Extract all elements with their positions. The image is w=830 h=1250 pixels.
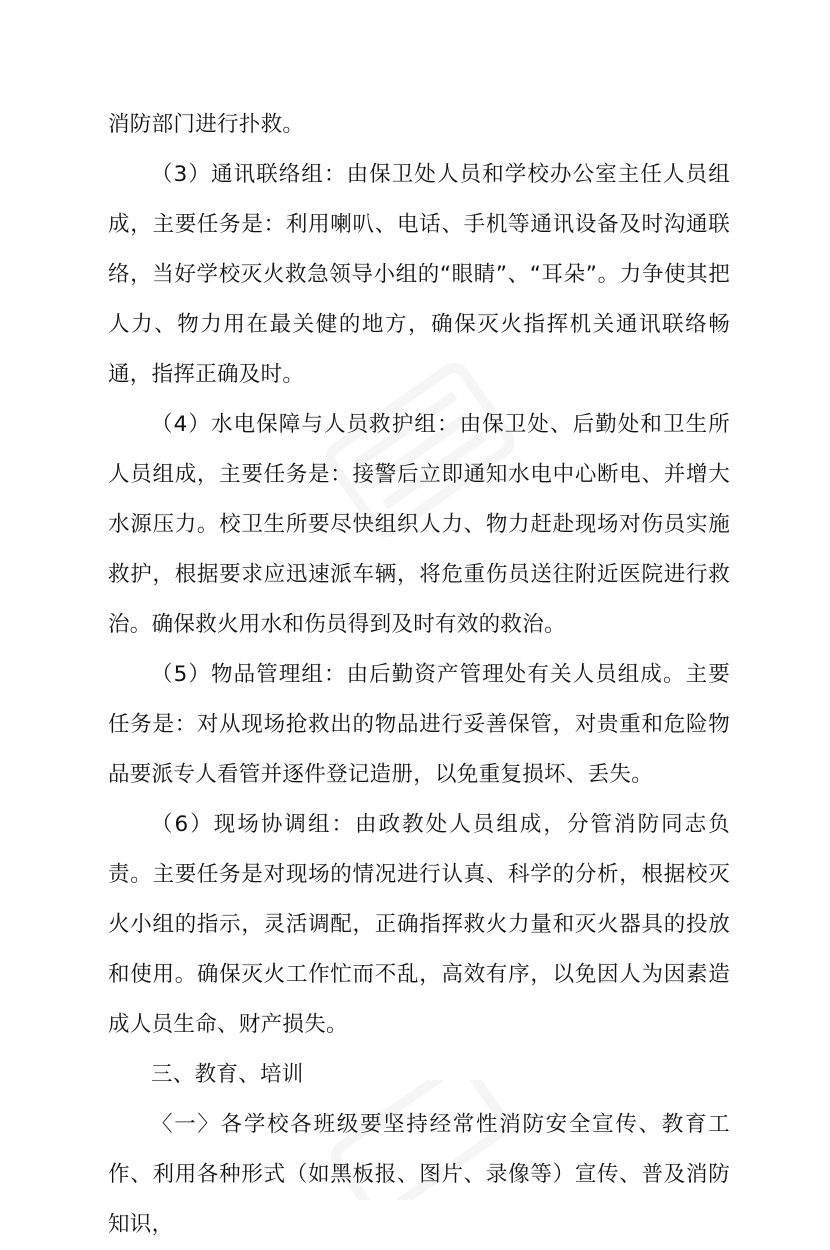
document-body bbox=[108, 100, 730, 1250]
section-heading-education-training: 三、教育、培训 bbox=[151, 1062, 304, 1087]
paragraph-continuation: 消防部门进行扑救。 bbox=[108, 112, 305, 137]
paragraph-coordination-group: （6）现场协调组：由政教处人员组成，分管消防同志负责。主要任务是对现场的情况进行认真、科学的分析，根据校灭火小组的指示，灵活调配，正确指挥救火力量和灭火器具的投放和使用。确保灭火工作忙而不乱，高效有序，以免因人为因素造成人员生命、财产损失。 bbox=[108, 812, 730, 1037]
paragraph-education-item-1: 〈一〉各学校各班级要坚持经常性消防安全宣传、教育工作、利用各种形式（如黑板报、图片、录像等）宣传、普及消防知识， bbox=[108, 1112, 730, 1237]
paragraph-goods-management-group: （5）物品管理组：由后勤资产管理处有关人员组成。主要任务是：对从现场抢救出的物品进行妥善保管，对贵重和危险物品要派专人看管并逐件登记造册，以免重复损坏、丢失。 bbox=[108, 662, 730, 787]
paragraph-communication-group: （3）通讯联络组：由保卫处人员和学校办公室主任人员组成，主要任务是：利用喇叭、电话、手机等通讯设备及时沟通联络，当好学校灭火救急领导小组的“眼睛”、“耳朵”。力争使其把人力、物力用在最关健的地方，确保灭火指挥机关通讯联络畅通，指挥正确及时。 bbox=[108, 162, 730, 387]
paragraph-utilities-rescue-group: （4）水电保障与人员救护组：由保卫处、后勤处和卫生所人员组成，主要任务是：接警后立即通知水电中心断电、并增大水源压力。校卫生所要尽快组织人力、物力赶赴现场对伤员实施救护，根据要求应迅速派车辆，将危重伤员送往附近医院进行救治。确保救火用水和伤员得到及时有效的救治。 bbox=[108, 412, 730, 637]
